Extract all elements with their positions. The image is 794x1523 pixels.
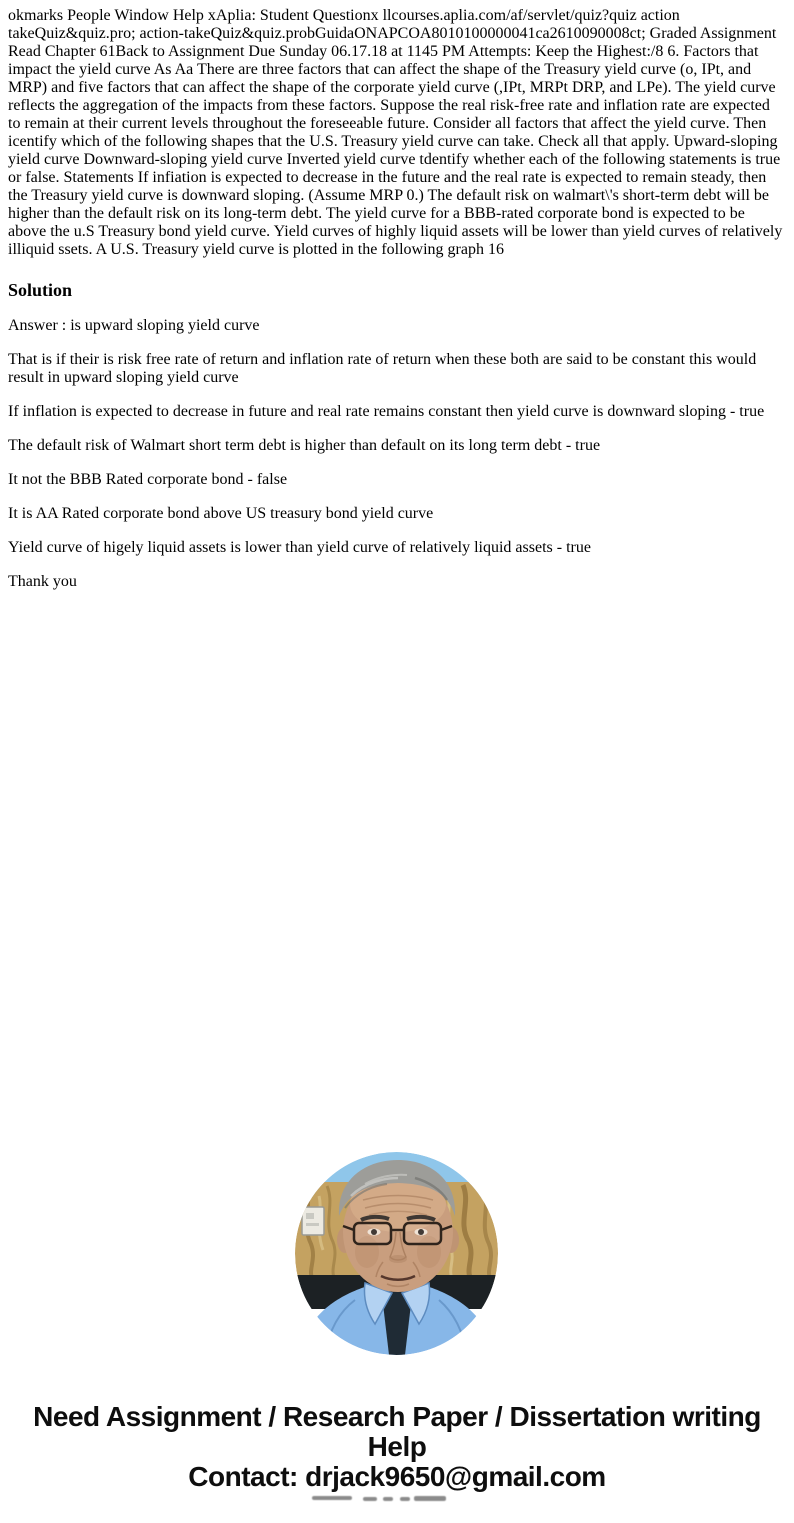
footer-contact-email: Contact: drjack9650@gmail.com — [188, 1461, 606, 1492]
solution-statement-line: It not the BBB Rated corporate bond - false — [8, 471, 288, 488]
portrait-illustration — [295, 1152, 498, 1355]
footer-help-banner — [0, 1402, 794, 1492]
question-text — [8, 7, 784, 259]
solution-thanks-line: Thank you — [8, 573, 77, 590]
solution-answer-line: Answer : is upward sloping yield curve — [8, 317, 260, 334]
question-and-solution — [0, 0, 794, 591]
photo-wall-sign — [302, 1207, 324, 1235]
question-line-1: okmarks People Window Help xAplia: Student Questionx llcourses.aplia.com/af/servlet/quiz?quiz action — [8, 7, 680, 24]
solution-statement-line: If inflation is expected to decrease in future and real rate remains constant then yield curve is downward sloping - true — [8, 403, 765, 420]
solution-statement-line: The default risk of Walmart short term debt is higher than default on its long term debt - true — [8, 437, 601, 454]
tutor-photo — [295, 1152, 498, 1355]
footer-help-text: Need Assignment / Research Paper / Dissertation writing Help — [33, 1401, 761, 1462]
solution-statement-line: It is AA Rated corporate bond above US treasury bond yield curve — [8, 505, 434, 522]
solution-statement-line: Yield curve of higely liquid assets is lower than yield curve of relatively liquid assets - true — [8, 539, 591, 556]
question-line-2: takeQuiz&quiz.pro; action-takeQuiz&quiz.probGuidaONAPCOA8010100000041ca2610090008ct; Graded Assignment Read Chapter 61Back to Assignment Due Sunday 06.17.18 at 1145 PM Attempts: Keep the Highest:/8 6. Factors that impact the yield curve As Aa There are three factors that can affect the shape of the Treasury yield curve (o, IPt, and MRP) and five factors that can affect the shape of the corporate yield curve (,IPt, MRPt DRP, and LPe). The yield curve reflects the aggregation of the impacts from these factors. Suppose the real risk-free rate and inflation rate are expected to remain at their current levels throughout the foreseeable future. Consider all factors that affect the yield curve. Then icentify which of the following shapes that the U.S. Treasury yield curve can take. Check all that apply. Upward-sloping yield curve Downward-sloping yield curve Inverted yield curve tdentify whether each of the following statements is true or false. Statements If infiation is expected to decrease in the future and the real rate is expected to remain steady, then the Treasury yield curve is downward sloping. (Assume MRP 0.) The default risk on walmart\'s short-term debt will be higher than the default risk on its long-term debt. The yield curve for a BBB-rated corporate bond is expected to be above the u.S Treasury bond yield curve. Yield curves of highly liquid assets will be lower than yield curves of relatively illiquid ssets. A U.S. Treasury yield curve is plotted in the following graph 16 — [8, 25, 783, 258]
solution-heading: Solution — [8, 280, 73, 300]
solution-explanation-line: That is if their is risk free rate of return and inflation rate of return when these both are said to be constant this would result in upward sloping yield curve — [8, 351, 757, 386]
